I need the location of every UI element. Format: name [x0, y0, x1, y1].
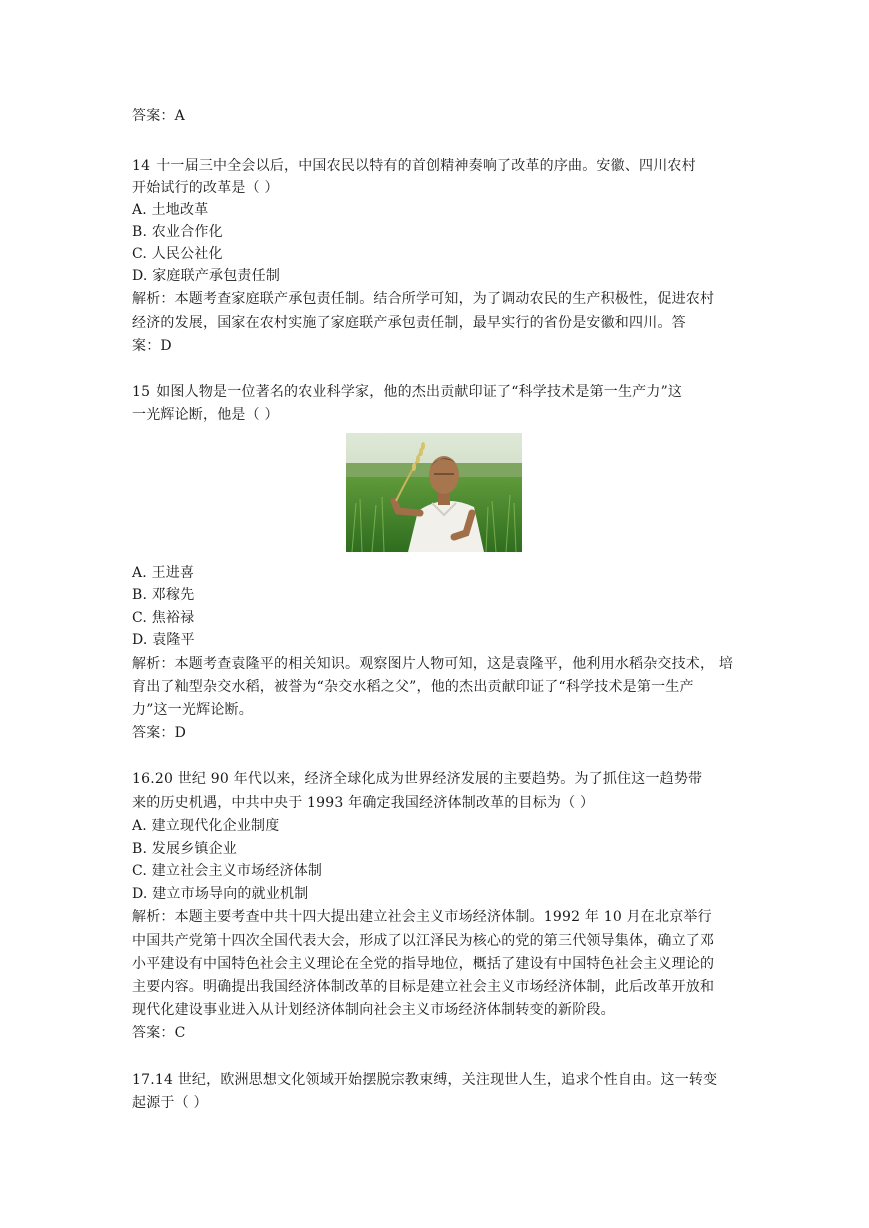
q15-option-a: A. 王进喜 — [132, 565, 195, 581]
q17-stem-line-2: 起源于（ ） — [132, 1095, 208, 1111]
q16-answer: 答案：C — [132, 1025, 186, 1041]
q16-option-b: B. 发展乡镇企业 — [132, 841, 237, 857]
q14-analysis-line-2: 经济的发展，国家在农村实施了家庭联产承包责任制，最早实行的省份是安徽和四川。答 — [132, 315, 686, 331]
q15-analysis-line-1: 解析：本题考查袁隆平的相关知识。观察图片人物可知，这是袁隆平，他利用水稻杂交技术， 培 — [132, 656, 734, 672]
q16-option-d: D. 建立市场导向的就业机制 — [132, 886, 309, 902]
q14-option-b: B. 农业合作化 — [132, 224, 223, 240]
q14-stem-line-2: 开始试行的改革是（ ） — [132, 180, 279, 196]
q16-analysis-line-4: 主要内容。明确提出我国经济体制改革的目标是建立社会主义市场经济体制，此后改革开放和 — [132, 979, 715, 995]
q15-answer: 答案：D — [132, 725, 187, 741]
q17-stem-line-1: 17.14 世纪，欧洲思想文化领域开始摆脱宗教束缚，关注现世人生，追求个性自由。这一转变 — [132, 1072, 718, 1088]
scientist-photo — [346, 433, 522, 552]
q14-analysis-line-3: 案：D — [132, 338, 172, 354]
q14-option-d: D. 家庭联产承包责任制 — [132, 268, 281, 284]
q16-stem-line-1: 16.20 世纪 90 年代以来，经济全球化成为世界经济发展的主要趋势。为了抓住这一趋势带 — [132, 771, 703, 787]
q16-option-c: C. 建立社会主义市场经济体制 — [132, 863, 323, 879]
q15-option-b: B. 邓稼先 — [132, 587, 195, 603]
q16-stem-line-2: 来的历史机遇，中共中央于 1993 年确定我国经济体制改革的目标为（ ） — [132, 795, 595, 811]
q15-analysis-line-2: 育出了籼型杂交水稻，被誉为“杂交水稻之父”，他的杰出贡献印证了“科学技术是第一生产 — [132, 679, 694, 695]
q14-option-c: C. 人民公社化 — [132, 246, 223, 262]
q14-option-a: A. 土地改革 — [132, 202, 209, 218]
q16-option-a: A. 建立现代化企业制度 — [132, 818, 280, 834]
q15-option-c: C. 焦裕禄 — [132, 610, 195, 626]
q15-number: 15 — [132, 384, 151, 400]
q13-answer: 答案：A — [132, 108, 185, 124]
rice-field-scientist-image — [346, 433, 522, 552]
q16-analysis-line-2: 中国共产党第十四次全国代表大会，形成了以江泽民为核心的党的第三代领导集体，确立了邓 — [132, 933, 715, 949]
q16-analysis-line-5: 现代化建设事业进入从计划经济体制向社会主义市场经济体制转变的新阶段。 — [132, 1002, 615, 1018]
q15-option-d: D. 袁隆平 — [132, 632, 195, 648]
q14-stem-text: 十一届三中全会以后，中国农民以特有的首创精神奏响了改革的序曲。安徽、四川农村 — [156, 158, 696, 174]
q14-analysis-line-1: 解析：本题考查家庭联产承包责任制。结合所学可知，为了调动农民的生产积极性，促进农村 — [132, 291, 715, 307]
q15-analysis-line-3: 力”这一光辉论断。 — [132, 702, 253, 718]
q16-analysis-line-3: 小平建设有中国特色社会主义理论在全党的指导地位，概括了建设有中国特色社会主义理论的 — [132, 956, 715, 972]
q14-number: 14 — [132, 158, 151, 174]
q16-analysis-line-1: 解析：本题主要考查中共十四大提出建立社会主义市场经济体制。1992 年 10 月在北京举行 — [132, 909, 712, 925]
q15-stem-line-1 — [132, 382, 742, 402]
q15-stem-line-2: 一光辉论断，他是（ ） — [132, 407, 279, 423]
q14-stem-line-1 — [132, 156, 742, 176]
q15-stem-text: 如图人物是一位著名的农业科学家，他的杰出贡献印证了“科学技术是第一生产力”这 — [156, 384, 683, 400]
